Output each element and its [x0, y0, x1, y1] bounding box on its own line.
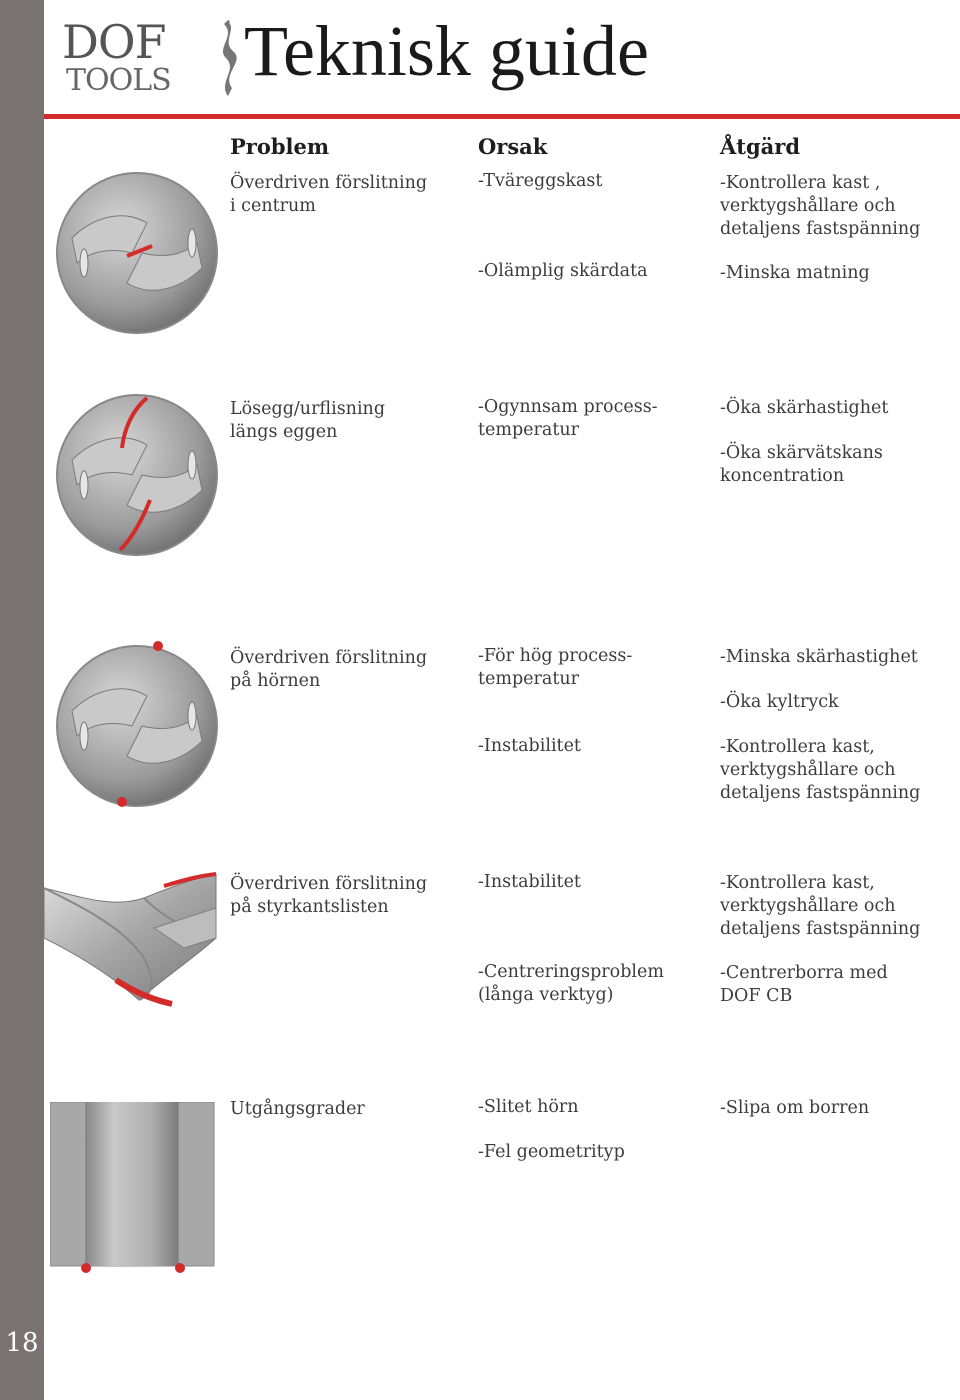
logo-text-tools: TOOLS — [66, 63, 171, 98]
cause-text-row-5-1: -Slitet hörn — [478, 1097, 579, 1117]
drill-tip-corner-wear-icon — [52, 638, 227, 813]
problem-text-row-4: Överdriven förslitning på styrkantslisten — [230, 874, 428, 917]
remedy-text-row-1-1: -Kontrollera kast , verktygshållare och detaljens fastspänning — [720, 173, 921, 239]
problem-text-row-1: Överdriven förslitning i centrum — [230, 173, 428, 216]
remedy-text-row-4-2: -Centrerborra med DOF CB — [720, 963, 888, 1006]
cause-text-row-1-2: -Olämplig skärdata — [478, 261, 648, 281]
remedy-text-row-3-1: -Minska skärhastighet — [720, 647, 918, 667]
dof-tools-logo — [62, 16, 262, 102]
page-title: Teknisk guide — [244, 11, 649, 91]
sidebar — [0, 0, 44, 1400]
remedy-text-row-4-1: -Kontrollera kast, verktygshållare och detaljens fastspänning — [720, 873, 921, 939]
column-header-cause: Orsak — [478, 134, 548, 159]
cause-text-row-4-1: -Instabilitet — [478, 872, 581, 892]
page-number: 18 — [5, 1328, 39, 1358]
header — [44, 0, 960, 118]
drill-tip-center-wear-icon — [52, 168, 222, 338]
column-header-problem: Problem — [230, 134, 330, 159]
cause-text-row-5-2: -Fel geometrityp — [478, 1142, 625, 1162]
remedy-text-row-3-3: -Kontrollera kast, verktygshållare och detaljens fastspänning — [720, 737, 921, 803]
remedy-text-row-3-2: -Öka kyltryck — [720, 692, 839, 712]
remedy-text-row-1-2: -Minska matning — [720, 263, 870, 283]
cause-text-row-4-2: -Centreringsproblem (långa verktyg) — [478, 962, 664, 1005]
drill-tip-edge-chipping-icon — [52, 390, 222, 560]
remedy-text-row-5-1: -Slipa om borren — [720, 1098, 870, 1118]
cause-text-row-3-2: -Instabilitet — [478, 736, 581, 756]
header-rule — [44, 114, 960, 119]
cause-text-row-2-1: -Ogynnsam process- temperatur — [478, 397, 658, 440]
problem-text-row-5: Utgångsgrader — [230, 1099, 365, 1119]
column-header-remedy: Åtgärd — [720, 134, 801, 159]
cause-text-row-1-1: -Tväreggskast — [478, 171, 603, 191]
remedy-text-row-2-2: -Öka skärvätskans koncentration — [720, 443, 883, 486]
problem-text-row-2: Lösegg/urflisning längs eggen — [230, 399, 386, 442]
hole-burr-icon — [50, 1102, 218, 1274]
problem-text-row-3: Överdriven förslitning på hörnen — [230, 648, 428, 691]
cause-text-row-3-1: -För hög process- temperatur — [478, 646, 633, 689]
remedy-text-row-2-1: -Öka skärhastighet — [720, 398, 889, 418]
drill-margin-wear-icon — [44, 868, 224, 1010]
logo-text-dof: DOF — [62, 15, 166, 69]
